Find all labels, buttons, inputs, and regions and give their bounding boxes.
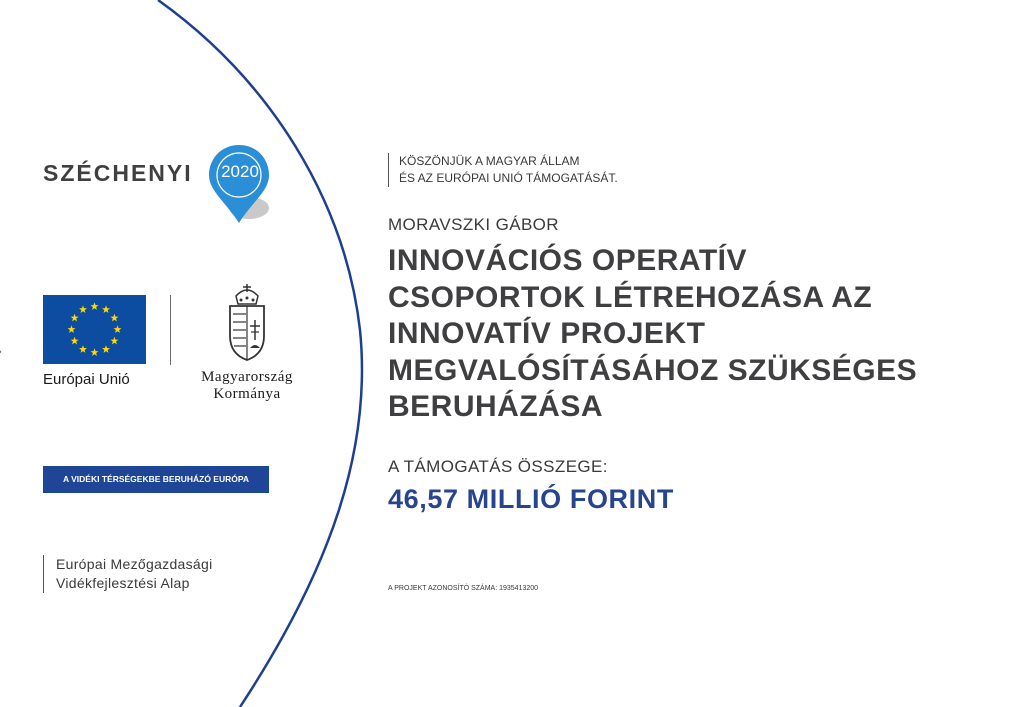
project-title-line: MEGVALÓSÍTÁSÁHOZ SZÜKSÉGES — [388, 353, 918, 387]
government-label — [182, 369, 312, 403]
edge-arrow-icon — [0, 346, 2, 358]
project-title-line: INNOVÁCIÓS OPERATÍV — [388, 244, 747, 277]
government-label-line2: Kormánya — [213, 386, 281, 402]
project-id: A PROJEKT AZONOSÍTÓ SZÁMA: 1935413200 — [388, 585, 539, 592]
thanks-note — [388, 153, 618, 187]
support-amount: 46,57 MILLIÓ FORINT — [388, 484, 674, 514]
szechenyi-year: 2020 — [221, 162, 259, 181]
logo-divider — [170, 295, 171, 365]
thanks-line2: ÉS AZ EURÓPAI UNIÓ TÁMOGATÁSÁT. — [399, 171, 618, 185]
rural-europe-banner: A VIDÉKI TÉRSÉGEKBE BERUHÁZÓ EURÓPA — [43, 466, 269, 493]
project-title — [388, 243, 1008, 426]
fund-label-line2: Vidékfejlesztési Alap — [56, 575, 190, 591]
fund-label — [43, 555, 213, 593]
government-label-line1: Magyarország — [201, 369, 293, 385]
eu-label: Európai Unió — [43, 371, 130, 388]
hungarian-coat-of-arms-icon — [222, 282, 272, 362]
beneficiary-name: MORAVSZKI GÁBOR — [388, 215, 559, 234]
szechenyi-wordmark: SZÉCHENYI — [43, 160, 193, 186]
support-amount-label: A TÁMOGATÁS ÖSSZEGE: — [388, 457, 608, 476]
location-pin-icon — [205, 143, 273, 228]
project-title-line: BERUHÁZÁSA — [388, 390, 603, 423]
project-title-line: INNOVATÍV PROJEKT — [388, 317, 706, 350]
szechenyi-2020-logo — [43, 143, 283, 228]
project-title-line: CSOPORTOK LÉTREHOZÁSA AZ — [388, 280, 873, 314]
fund-label-line1: Európai Mezőgazdasági — [56, 556, 213, 572]
eu-flag-icon — [43, 295, 146, 364]
thanks-line1: KÖSZÖNJÜK A MAGYAR ÁLLAM — [399, 154, 580, 168]
